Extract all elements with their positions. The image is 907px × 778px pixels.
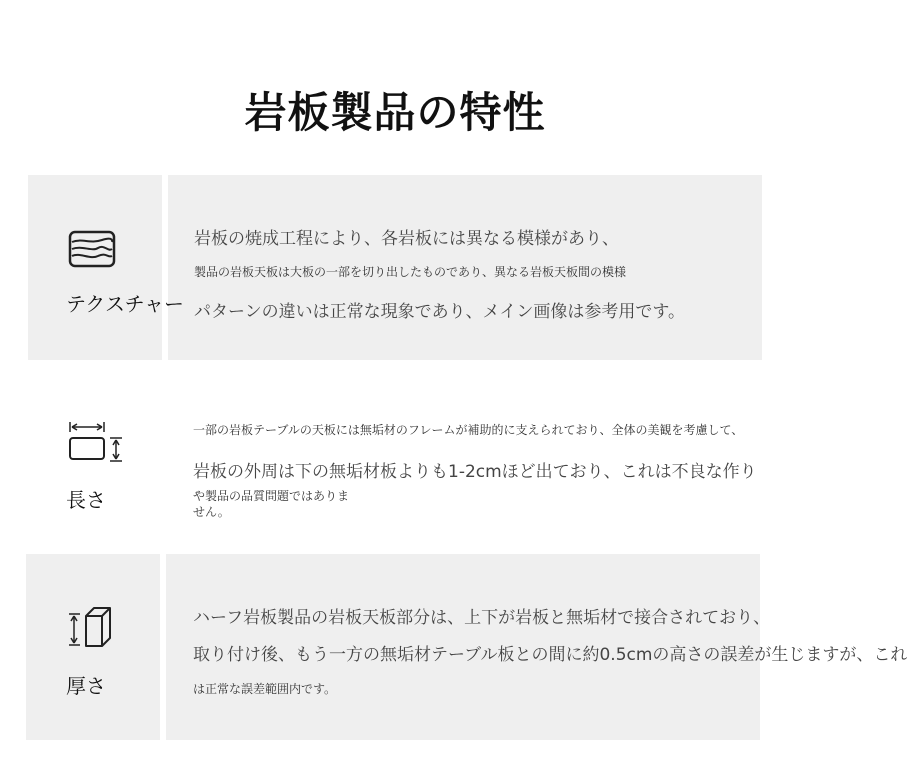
thickness-label: 厚さ (66, 674, 106, 698)
thickness-dimension-icon (66, 604, 116, 648)
length-label: 長さ (66, 488, 106, 512)
texture-line-2: 製品の岩板天板は大板の一部を切り出したものであり、異なる岩板天板間の模様 (194, 265, 627, 279)
length-dimension-icon (66, 418, 126, 466)
length-line-1: 一部の岩板テーブルの天板には無垢材のフレームが補助的に支えられており、全体の美観を考慮して、 (193, 423, 744, 437)
wood-grain-texture-icon (68, 230, 116, 268)
texture-line-1: 岩板の焼成工程により、各岩板には異なる模様があり、 (194, 229, 619, 249)
texture-label: テクスチャー (66, 292, 184, 316)
texture-line-3: パターンの違いは正常な現象であり、メイン画像は参考用です。 (194, 302, 685, 322)
thickness-line-3: は正常な誤差範囲内です。 (193, 682, 337, 696)
length-line-3: や製品の品質問題ではありま (193, 489, 350, 503)
thickness-line-1: ハーフ岩板製品の岩板天板部分は、上下が岩板と無垢材で接合されており、 (193, 608, 771, 628)
page-title: 岩板製品の特性 (244, 88, 546, 137)
thickness-line-2: 取り付け後、もう一方の無垢材テーブル板との間に約0.5cmの高さの誤差が生じますが、これ (193, 645, 907, 665)
length-line-4: せん。 (193, 505, 230, 519)
length-line-2: 岩板の外周は下の無垢材板よりも1-2cmほど出ており、これは不良な作り (193, 462, 757, 482)
